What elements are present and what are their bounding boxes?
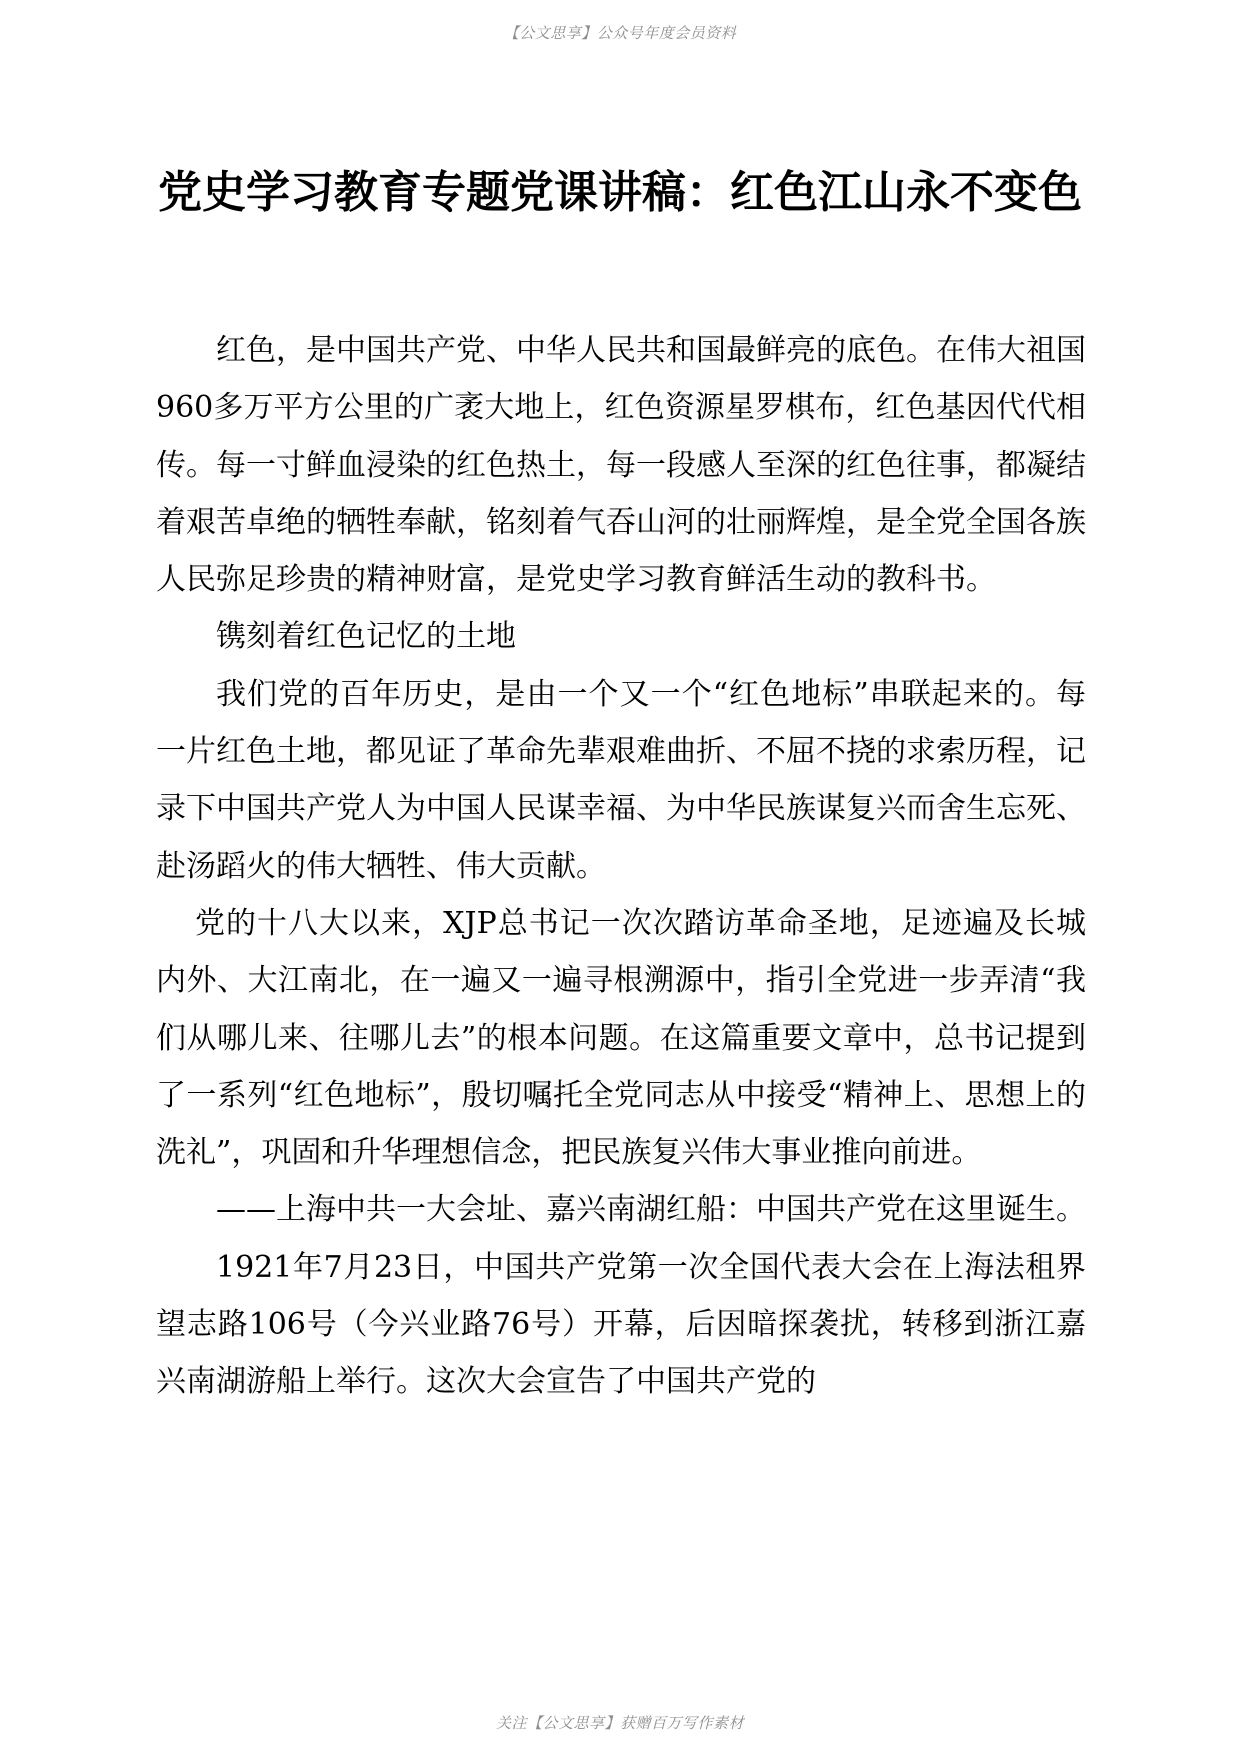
paragraph-intro: 红色，是中国共产党、中华人民共和国最鲜亮的底色。在伟大祖国960多万平方公里的广袤大地上，红色资源星罗棋布，红色基因代代相传。每一寸鲜血浸染的红色热土，每一段感人至深的红色往事，都凝结着艰苦卓绝的牺牲奉献，铭刻着气吞山河的壮丽辉煌，是全党全国各族人民弥足珍贵的精神财富，是党史学习教育鲜活生动的教科书。 [156,333,1086,598]
document-body [156,322,1086,1411]
page-footer: 关注【公文思享】获赠百万写作素材 [495,1714,744,1732]
paragraph: 1921年7月23日，中国共产党第一次全国代表大会在上海法租界望志路106号（今兴业路76号）开幕，后因暗探袭扰，转移到浙江嘉兴南湖游船上举行。这次大会宣告了中国共产党的 [156,1249,1086,1400]
paragraph: 我们党的百年历史，是由一个又一个“红色地标”串联起来的。每一片红色土地，都见证了革命先辈艰难曲折、不屈不挠的求索历程，记录下中国共产党人为中国人民谋幸福、为中华民族谋复兴而舍生忘死、赴汤蹈火的伟大牺牲、伟大贡献。 [156,676,1086,884]
section-heading: 镌刻着红色记忆的土地 [216,619,516,655]
paragraph-subheading: ——上海中共一大会址、嘉兴南湖红船：中国共产党在这里诞生。 [216,1192,1086,1228]
page-header: 【公文思享】公众号年度会员资料 [503,24,737,42]
paragraph: 党的十八大以来，XJP总书记一次次踏访革命圣地，足迹遍及长城内外、大江南北，在一遍又一遍寻根溯源中，指引全党进一步弄清“我们从哪儿来、往哪儿去”的根本问题。在这篇重要文章中，总书记提到了一系列“红色地标”，殷切嘱托全党同志从中接受“精神上、思想上的洗礼”，巩固和升华理想信念，把民族复兴伟大事业推向前进。 [156,905,1086,1171]
document-title: 党史学习教育专题党课讲稿：红色江山永不变色 [158,167,1082,218]
